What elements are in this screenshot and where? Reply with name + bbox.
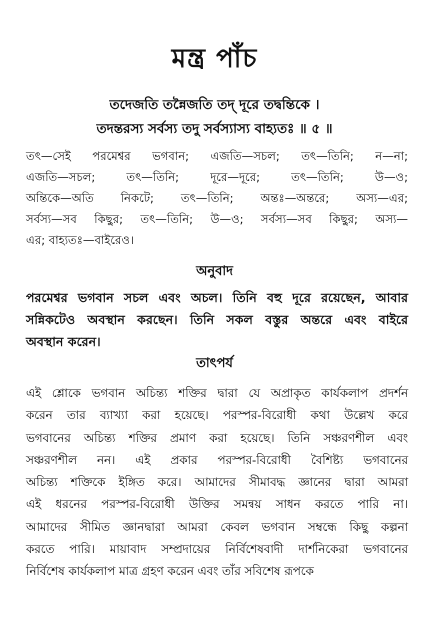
purport-line: অচিন্ত্য শক্তিকে ইঙ্গিত করে। আমাদের সীমাবদ্ধ জ্ঞানের দ্বারা আমরা: [26, 475, 408, 490]
translation-block: [26, 287, 408, 353]
translation-line: সন্নিকটেও অবস্থান করছেন। তিনি সকল বস্তুর অন্তরে এবং বাইরে: [26, 312, 408, 327]
translation-heading: অনুবাদ: [196, 264, 233, 279]
synonyms-line: এজতি—সচল; তৎ—তিনি; দূরে—দূরে; তৎ—তিনি; উ—ও;: [26, 170, 408, 184]
purport-line: ভগবানের অচিন্ত্য শক্তির প্রমাণ করা হয়েছে। তিনি সঞ্চরণশীল এবং: [26, 430, 408, 445]
purport-line: আমাদের সীমিত জ্ঞানদ্বারা আমরা কেবল ভগবান সম্বন্ধে কিছু কল্পনা: [26, 519, 408, 534]
synonyms-line: এর; বাহ্যতঃ—বাইরেও।: [26, 233, 135, 247]
synonyms-line: তৎ—সেই পরমেশ্বর ভগবান; এজতি—সচল; তৎ—তিনি; ন—না;: [26, 149, 408, 163]
purport-line: করতে পারি। মায়াবাদ সম্প্রদায়ের নির্বিশেষবাদী দার্শনিকেরা ভগবানের: [26, 542, 408, 557]
purport-line: সঞ্চরণশীল নন। এই প্রকার পরস্পর-বিরোধী বৈশিষ্ট্য ভগবানের: [26, 452, 408, 467]
synonyms-block: [26, 146, 408, 251]
purport-line: নির্বিশেষ কার্যকলাপ মাত্র গ্রহণ করেন এবং তাঁর সবিশেষ রূপকে: [26, 564, 314, 579]
purport-block: [26, 382, 408, 583]
synonyms-line: সর্বস্য—সব কিছুর; তৎ—তিনি; উ—ও; সর্বস্য—সব কিছুর; অস্য—: [26, 212, 408, 226]
purport-line: এই ধরনের পরস্পর-বিরোধী উক্তির সমন্বয় সাধন করতে পারি না।: [26, 497, 408, 512]
purport-line: করেন তার ব্যাখ্যা করা হয়েছে। পরস্পর-বিরোধী কথা উল্লেখ করে: [26, 408, 408, 423]
verse-line-1: তদেজতি তন্নৈজতি তদ্‌ দূরে তদ্বন্তিকে ।: [109, 97, 320, 113]
purport-heading: তাৎপর্য: [196, 356, 233, 371]
purport-line: এই শ্লোকে ভগবান অচিন্ত্য শক্তির দ্বারা যে অপ্রাকৃত কার্যকলাপ প্রদর্শন: [26, 386, 408, 400]
synonyms-line: অন্তিকে—অতি নিকটে; তৎ—তিনি; অন্তঃ—অন্তরে; অস্য—এর;: [26, 191, 408, 205]
page-title: মন্ত্র পাঁচ: [171, 44, 258, 74]
verse-line-2: তদন্তরস্য সর্বস্য তদু সর্বস্যাস্য বাহ্যতঃ ॥ ৫ ॥: [96, 121, 333, 137]
translation-line: অবস্থান করেন।: [26, 334, 101, 349]
translation-line: পরমেশ্বর ভগবান সচল এবং অচল। তিনি বহু দূরে রয়েছেন, আবার: [26, 290, 408, 305]
